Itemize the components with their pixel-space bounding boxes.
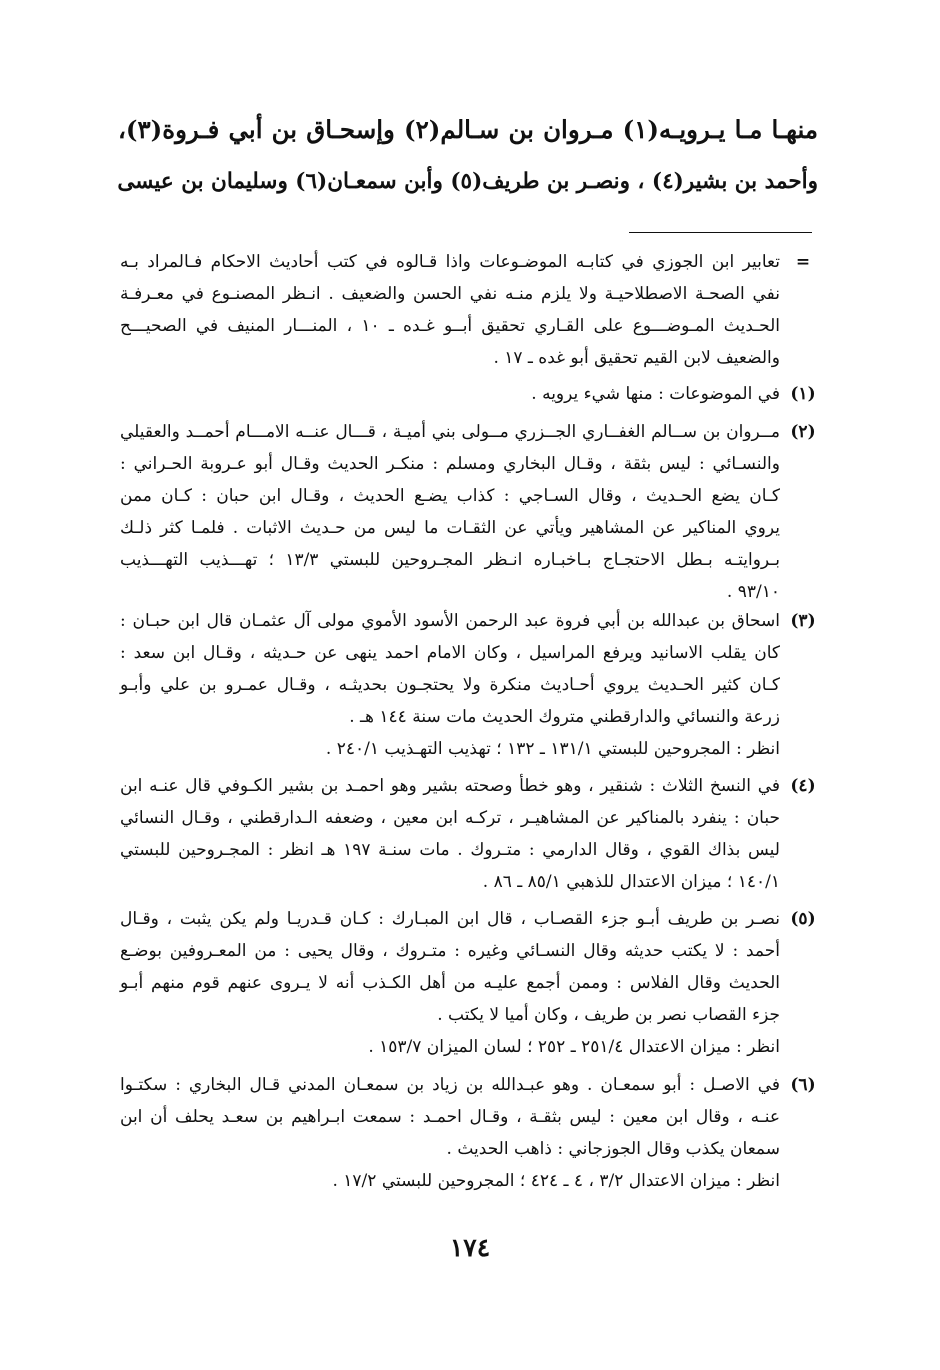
footnote-5 <box>120 903 820 1063</box>
footnote-line: عنـه ، وقال ابن معين : ليس بثقـة ، وقـال احمـد : سمعت ابـراهيم بن سعـد يحلف أن ابن <box>120 1107 780 1127</box>
footnote-line: في النسخ الثلاث : شنقير ، وهو خطأ وصحته بشير وهو احمـد بن بشير الكـوفي قال عنـه ابن <box>120 776 780 796</box>
footnote-line: كـان يضع الحـديث ، وقال السـاجي : كذاب يضـع الحديث ، وقـال ابن حبان : كـان ممن <box>120 486 780 506</box>
footnote-reference: انظر : المجروحين للبستي ١٣١/١ ـ ١٣٢ ؛ تهذيب التهـذيب ٢٤٠/١ . <box>325 739 780 759</box>
footnote-3 <box>120 605 820 765</box>
footnote-separator <box>629 232 812 233</box>
footnote-marker: (٣) <box>790 611 816 631</box>
footnote-marker: = <box>795 252 811 272</box>
footnote-line: كـان كثير الحـديث يروي أحـاديث منكرة ولا يحتجـون بحديثـه ، وقـال عمـرو بن علي وأبـو <box>120 675 780 695</box>
footnote-line: الحديث وقال الفلاس : وممن أجمع عليـه من أهل الكـذب أنه لا يـروى عنهم قوم منهم أبـو <box>120 973 780 993</box>
footnote-marker: (١) <box>790 384 816 404</box>
footnote-line: بـروايتـه بـطل الاحتجـاج بـاخبـاره انـظر المجـروحين للبستي ١٣/٣ ؛ تهـــذيب التهـــذيب <box>120 550 780 570</box>
footnote-1 <box>120 378 820 410</box>
footnote-line: حبان : ينفرد بالمناكير عن المشاهيـر ، تركـه ابن معين ، وضعفه الـدارقطني ، وقـال النسائي <box>120 808 780 828</box>
footnote-line: يروي المناكير عن المشاهير ويأتي عن الثقـات ما ليس من حـديث الاثبات . فلمـا كثر ذلـك <box>120 518 780 538</box>
footnote-line: ليس بذاك القوي ، وقال الدارمي : متـروك . مات سنـة ١٩٧ هـ انظر : المجـروحين للبستي <box>120 840 780 860</box>
footnote-line: أحمد : لا يكتب حديثه وقال النسـائي وغيره : متـروك ، وقال يحيى : من المعـروفين بوضـع <box>120 941 780 961</box>
footnote-line: سمعان يكذب وقال الجوزجاني : ذاهب الحديث . <box>446 1139 780 1159</box>
footnote-line: والضعيف لابن القيم تحقيق أبو غده ـ ١٧ . <box>493 348 780 368</box>
footnote-4 <box>120 770 820 898</box>
main-text-line-1: منهـا مـا يـرويـه(١) مـروان بن سـالم(٢) وإسحـاق بن أبي فـروة(٣)، <box>118 115 818 144</box>
footnote-line: والنسـائي : ليس بثقة ، وقـال البخاري ومسلم : منكـر الحديث وقـال أبو عـروبة الحـراني : <box>120 454 780 474</box>
footnote-line: تعابير ابن الجوزي في كتابـه الموضـوعات واذا قـالوه في كتب أحاديث الاحكام فـالمراد بـه <box>120 252 780 272</box>
footnote-line: اسحاق بن عبدالله بن أبي فروة عبد الرحمن الأسود الأموي مولى آل عثمـان قال ابن حبـان : <box>120 611 780 631</box>
footnote-line: في الاصـل : أبو سمعـان . وهو عبـدالله بن زياد بن سمعـان المدني قـال البخاري : سكتـوا <box>120 1075 780 1095</box>
footnote-reference: انظر : ميزان الاعتدال ٣/٢ ، ٤ ـ ٤٢٤ ؛ المجروحين للبستي ١٧/٢ . <box>332 1171 780 1191</box>
footnote-line: مــروان بن ســالم الغفــاري الجــزري مــولى بني أميـة ، قـــال عنــه الامـــام أحمــد والعقيلي <box>120 422 780 442</box>
main-text-line-2: وأحمد بن بشير(٤) ، ونصـر بن طريف(٥) وأبن سمعـان(٦) وسليمان بن عيسى <box>117 169 818 194</box>
footnote-line: الحـديث المـوضـــوع على القـاري تحقيق أبــو غـده ـ ١٠ ، المنـــار المنيف في الصحيـــح <box>120 316 780 336</box>
footnote-line: ١٤٠/١ ؛ ميزان الاعتدال للذهبي ٨٥/١ ـ ٨٦ . <box>482 872 780 892</box>
footnote-line: في الموضوعات : منها شيء يرويه . <box>531 384 780 404</box>
footnote-line: ٩٣/١٠ . <box>726 582 780 602</box>
footnote-marker: (٤) <box>790 776 816 796</box>
footnote-line: جزء القصاب نصر بن طريف ، وكان أميا لا يكتب . <box>437 1005 780 1025</box>
footnote-reference: انظر : ميزان الاعتدال ٢٥١/٤ ـ ٢٥٢ ؛ لسان الميزان ١٥٣/٧ . <box>368 1037 780 1057</box>
footnote-line: نفي الصحـة الاصطلاحيـة ولا يلزم منـه نفي الحسن والضعيف . انـظر المصنـوع في معـرفـة <box>120 284 780 304</box>
footnote-marker: (٥) <box>790 909 816 929</box>
footnote-line: كان يقلب الاسانيد ويرفع المراسيل ، وكان الامام احمد ينهى عن حـديثه ، وقـال ابن سعد : <box>120 643 780 663</box>
footnote-line: زرعة والنسائي والدارقطني متروك الحديث مات سنة ١٤٤ هـ . <box>349 707 780 727</box>
footnote-marker: (٦) <box>790 1075 816 1095</box>
footnote-2 <box>120 416 820 608</box>
footnote-marker: (٢) <box>790 422 816 442</box>
footnote-line: نصـر بن طريف أبـو جزء القصـاب ، قال ابن المبـارك : كـان قـدريـا ولم يكن يثبت ، وقـال <box>120 909 780 929</box>
page-number: ١٧٤ <box>449 1233 491 1262</box>
footnote-6 <box>120 1069 820 1197</box>
footnote-continuation <box>120 246 820 374</box>
